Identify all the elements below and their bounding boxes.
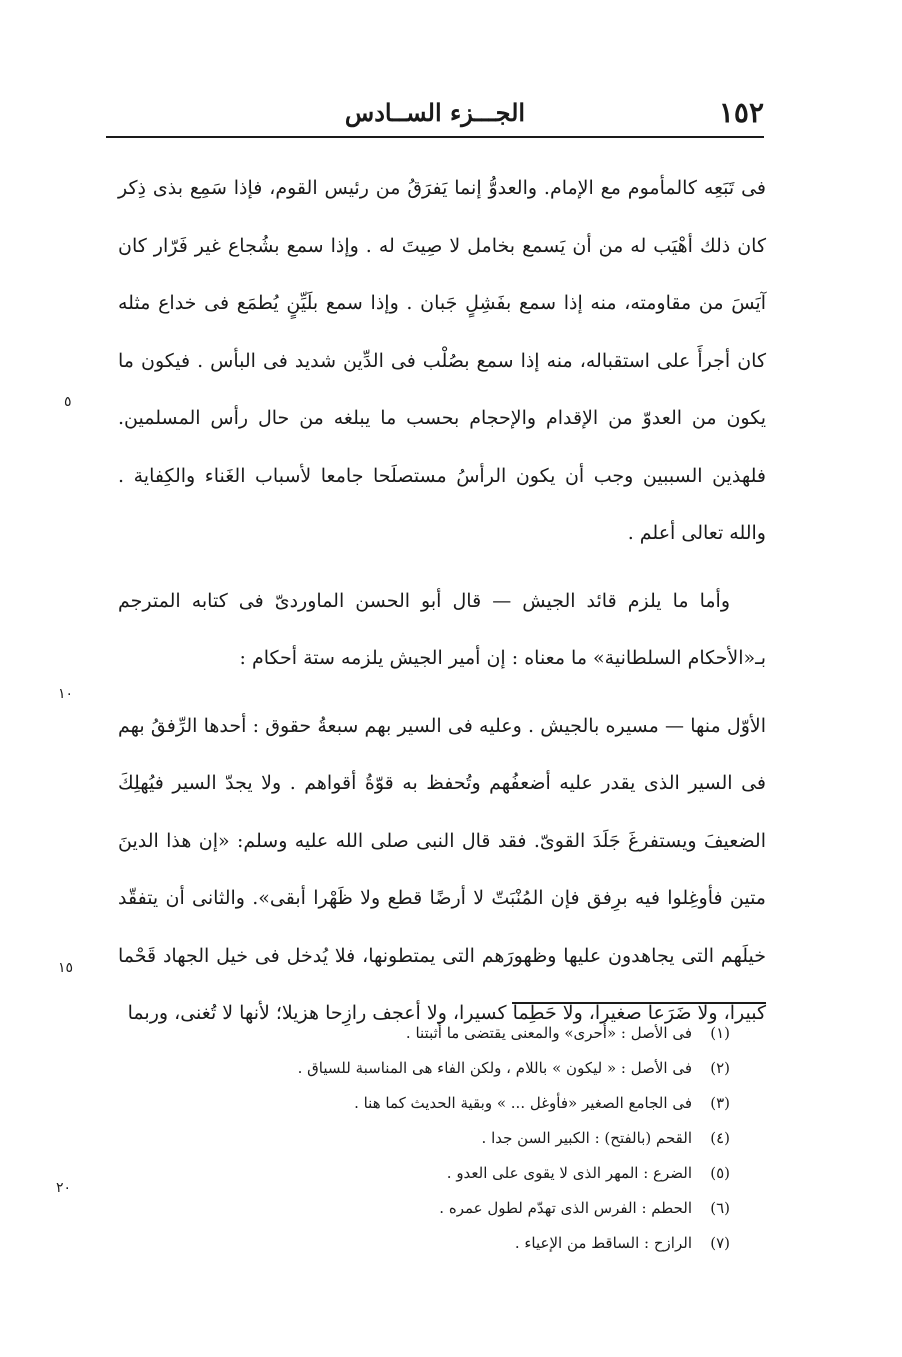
footnote-number: (٤) bbox=[710, 1129, 730, 1147]
page-number: ١٥٢ bbox=[718, 96, 764, 129]
line-number-10: ١٠ bbox=[58, 686, 74, 702]
footnote-text: فى الأصل : « ليكون » باللام ، ولكن الفاء هى المناسبة للسياق . bbox=[297, 1059, 692, 1077]
line-number-20: ٢٠ bbox=[56, 1180, 72, 1196]
footnotes bbox=[180, 1016, 730, 1261]
footnote-number: (٦) bbox=[710, 1199, 730, 1217]
footnote-number: (١) bbox=[710, 1024, 730, 1042]
footnote-item bbox=[180, 1086, 730, 1121]
paragraph-1: فى تَبَعِه كالمأموم مع الإمام. والعدوُّ إنما يَفرَقُ من رئيس القوم، فإذا سَمِع بذى ذِكر كان ذلك أهْيَب له من أن يَسمع بخامل لا صِيتَ له . وإذا سمع بشُجاع غير فَرّار كان آيَسَ من مقاومته، منه إذا سمع بفَشِلٍ جَبان . وإذا سمع بلَيِّنٍ يُطمَع فى خداع مثله كان أجرأَ على استقباله، منه إذا سمع بصُلْب فى الدِّين شديد فى البأس . فيكون ما يكون من العدوّ من الإقدام والإحجام بحسب ما يبلغه من حال رأس المسلمين. فلهذين السببين وجب أن يكون الرأسُ مستصلَحا جامعا لأسباب الغَناء والكِفاية . والله تعالى أعلم . bbox=[118, 177, 766, 544]
footnote-number: (٣) bbox=[710, 1094, 730, 1112]
line-number-5: ٥ bbox=[64, 394, 72, 410]
footnote-text: فى الجامع الصغير «فأوغل ... » وبقية الحديث كما هنا . bbox=[354, 1094, 692, 1112]
footnote-number: (٥) bbox=[710, 1164, 730, 1182]
footnote-number: (٢) bbox=[710, 1059, 730, 1077]
page-header bbox=[106, 88, 764, 132]
footnote-number: (٧) bbox=[710, 1234, 730, 1252]
footnote-rule bbox=[512, 1002, 766, 1004]
footnote-item bbox=[180, 1226, 730, 1261]
footnote-item bbox=[180, 1156, 730, 1191]
footnote-item bbox=[180, 1051, 730, 1086]
footnote-text: الحطم : الفرس الذى تهدّم لطول عمره . bbox=[439, 1199, 692, 1217]
footnote-text: فى الأصل : «أحرى» والمعنى يقتضى ما أثبتنا . bbox=[405, 1024, 692, 1042]
header-rule bbox=[106, 136, 764, 138]
footnote-text: الضرع : المهر الذى لا يقوى على العدو . bbox=[446, 1164, 692, 1182]
footnote-text: الرازح : الساقط من الإعياء . bbox=[514, 1234, 692, 1252]
footnote-item bbox=[180, 1191, 730, 1226]
paragraph-2: وأما ما يلزم قائد الجيش — قال أبو الحسن الماوردىّ فى كتابه المترجم بـ«الأحكام السلطانية» ما معناه : إن أمير الجيش يلزمه ستة أحكام : bbox=[118, 589, 766, 669]
footnote-item bbox=[180, 1016, 730, 1051]
running-title: الجـــزء الســادس bbox=[344, 98, 526, 127]
paragraph-3: الأوّل منها — مسيره بالجيش . وعليه فى السير بهم سبعةُ حقوق : أحدها الرِّفقُ بهم فى السير الذى يقدر عليه أضعفُهم وتُحفظ به قوّةُ أقواهم . ولا يجدّ السير فيُهلِكَ الضعيفَ ويستفرغَ جَلَدَ القوىّ. فقد قال النبى صلى الله عليه وسلم: «إن هذا الدينَ متين فأوغِلوا فيه برِفق فإن المُنْبَتّ لا أرضًا قطع ولا ظَهْرا أبقى». والثانى أن يتفقّد خيلَهم التى يجاهدون عليها وظهورَهم التى يمتطونها، فلا يُدخل فى خيل الجهاد قَحْما كبيرا، ولا ضَرَعا صغيرا، ولا حَطِما كسيرا، ولا أعجف رازِحا هزيلا؛ لأنها لا تُغنى، وربما bbox=[118, 714, 766, 1024]
main-text bbox=[118, 160, 766, 1043]
footnote-text: القحم (بالفتح) : الكبير السن جدا . bbox=[481, 1129, 692, 1147]
footnote-item bbox=[180, 1121, 730, 1156]
line-number-15: ١٥ bbox=[58, 960, 74, 976]
